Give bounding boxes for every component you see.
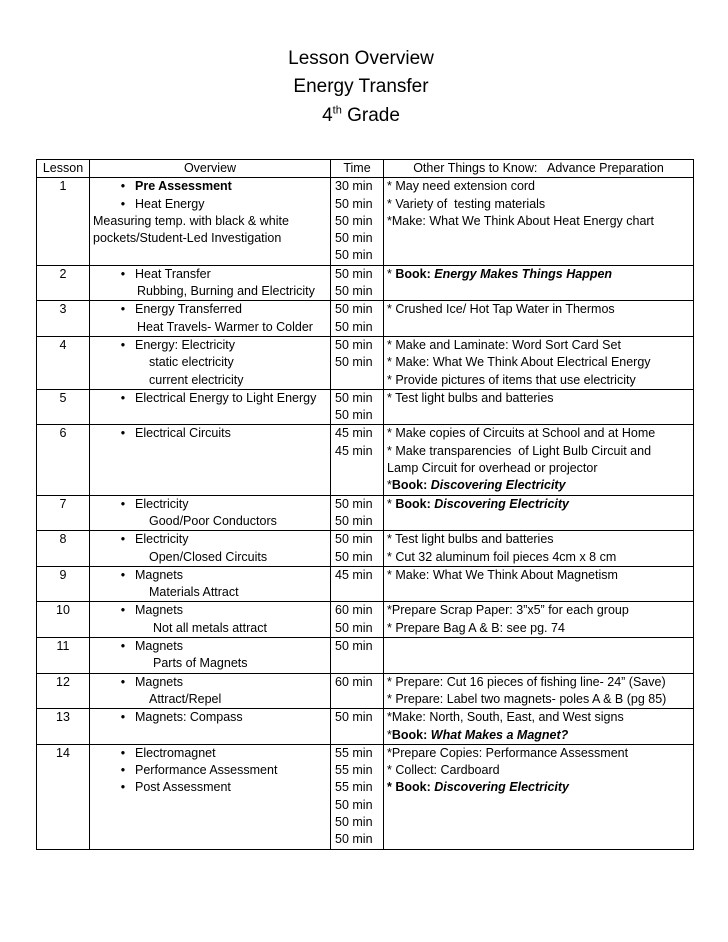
time-value: 50 min — [335, 302, 373, 317]
table-header-row — [37, 160, 694, 178]
note-line: * Crushed Ice/ Hot Tap Water in Thermos — [387, 302, 615, 317]
overview-cell — [90, 709, 331, 745]
table-body — [37, 178, 694, 849]
lesson-number: 12 — [37, 673, 90, 709]
bullet-icon: • — [120, 390, 126, 405]
bullet-icon: • — [120, 780, 126, 795]
time-cell — [331, 425, 384, 495]
time-value: 50 min — [335, 390, 373, 405]
time-value: 50 min — [335, 532, 373, 547]
time-value: 50 min — [335, 408, 373, 423]
book-label: Book: — [391, 478, 431, 493]
overview-line — [93, 709, 327, 726]
overview-line — [93, 602, 327, 619]
column-header-time: Time — [331, 160, 384, 178]
time-value: 50 min — [335, 549, 373, 564]
overview-cell — [90, 178, 331, 265]
book-label: Book: — [395, 496, 435, 511]
note-line: * May need extension cord — [387, 179, 536, 194]
time-value: 50 min — [335, 196, 373, 211]
bullet-icon: • — [120, 745, 126, 760]
overview-line — [93, 390, 327, 407]
overview-line: static electricity — [149, 355, 234, 370]
lesson-number: 9 — [37, 566, 90, 602]
time-cell — [331, 531, 384, 567]
overview-cell — [90, 638, 331, 674]
bullet-icon: • — [120, 196, 126, 211]
note-prefix: * — [387, 727, 392, 742]
lesson-number: 4 — [37, 336, 90, 389]
overview-line — [93, 196, 327, 213]
time-value: 50 min — [335, 513, 373, 528]
table-row — [37, 495, 694, 531]
table-row — [37, 673, 694, 709]
overview-cell — [90, 495, 331, 531]
bullet-icon: • — [120, 302, 126, 317]
overview-line: current electricity — [149, 372, 244, 387]
note-line: *Prepare Scrap Paper: 3”x5” for each group — [387, 603, 629, 618]
time-cell — [331, 744, 384, 849]
bullet-icon: • — [120, 266, 126, 281]
overview-text: Pre Assessment — [135, 179, 232, 194]
overview-line — [93, 337, 327, 354]
table-row — [37, 602, 694, 638]
overview-line: Materials Attract — [149, 585, 239, 600]
time-value: 55 min — [335, 763, 373, 778]
note-line: * Make: What We Think About Electrical Energy — [387, 355, 651, 370]
overview-line: Not all metals attract — [153, 620, 267, 635]
time-cell — [331, 301, 384, 337]
note-line — [387, 779, 690, 796]
time-value: 55 min — [335, 745, 373, 760]
overview-cell — [90, 744, 331, 849]
title-line-3 — [236, 104, 486, 128]
lesson-number: 7 — [37, 495, 90, 531]
lesson-number: 3 — [37, 301, 90, 337]
overview-cell — [90, 673, 331, 709]
time-value: 50 min — [335, 337, 373, 352]
bullet-icon: • — [120, 337, 126, 352]
note-line — [387, 477, 690, 494]
book-label: Book: — [395, 266, 435, 281]
note-line — [387, 496, 690, 513]
table-row — [37, 638, 694, 674]
overview-text: Heat Energy — [135, 196, 205, 211]
column-header-lesson: Lesson — [37, 160, 90, 178]
grade-number: 4 — [322, 105, 333, 126]
title-line-1: Lesson Overview — [288, 48, 434, 69]
bullet-icon: • — [120, 639, 126, 654]
time-cell — [331, 265, 384, 301]
bullet-icon: • — [120, 532, 126, 547]
table-row — [37, 178, 694, 265]
book-title: Discovering Electricity — [430, 478, 566, 493]
notes-cell — [384, 336, 694, 389]
note-prefix: * — [387, 266, 396, 281]
bullet-icon: • — [120, 674, 126, 689]
notes-cell — [384, 495, 694, 531]
overview-line — [93, 531, 327, 548]
lesson-number: 2 — [37, 265, 90, 301]
time-value: 60 min — [335, 603, 373, 618]
bullet-icon: • — [120, 567, 126, 582]
time-cell — [331, 602, 384, 638]
time-cell — [331, 673, 384, 709]
note-line: * Make copies of Circuits at School and at Home — [387, 426, 656, 441]
overview-line: Measuring temp. with black & white — [93, 213, 289, 228]
note-line: * Cut 32 aluminum foil pieces 4cm x 8 cm — [387, 549, 617, 564]
note-line: * Prepare: Label two magnets- poles A & B (pg 85) — [387, 691, 667, 706]
time-value: 50 min — [335, 319, 373, 334]
time-value: 30 min — [335, 179, 373, 194]
notes-cell — [384, 265, 694, 301]
lesson-number: 5 — [37, 389, 90, 425]
table-row — [37, 301, 694, 337]
note-line: * Make transparencies of Light Bulb Circuit and — [387, 443, 652, 458]
book-title: Discovering Electricity — [434, 496, 570, 511]
note-line: *Make: What We Think About Heat Energy chart — [387, 213, 655, 228]
bullet-icon: • — [120, 496, 126, 511]
notes-cell — [384, 389, 694, 425]
overview-line — [93, 745, 327, 762]
overview-cell — [90, 531, 331, 567]
time-cell — [331, 336, 384, 389]
overview-text: Heat Transfer — [135, 266, 211, 281]
overview-cell — [90, 301, 331, 337]
book-title: Discovering Electricity — [434, 780, 570, 795]
overview-line — [93, 425, 327, 442]
notes-cell — [384, 638, 694, 674]
lesson-number: 6 — [37, 425, 90, 495]
table-row — [37, 336, 694, 389]
note-line: * Prepare: Cut 16 pieces of fishing line- 24” (Save) — [387, 674, 666, 689]
overview-text: Magnets: Compass — [135, 710, 243, 725]
notes-cell — [384, 531, 694, 567]
lesson-number: 1 — [37, 178, 90, 265]
overview-line: Attract/Repel — [149, 691, 222, 706]
lesson-number: 11 — [37, 638, 90, 674]
overview-line — [93, 567, 327, 584]
time-cell — [331, 566, 384, 602]
time-value: 50 min — [335, 710, 373, 725]
note-prefix: * — [387, 780, 396, 795]
bullet-icon: • — [120, 426, 126, 441]
time-value: 60 min — [335, 674, 373, 689]
overview-line: pockets/Student-Led Investigation — [93, 231, 282, 246]
bullet-icon: • — [120, 710, 126, 725]
column-header-overview: Overview — [90, 160, 331, 178]
overview-line — [93, 301, 327, 318]
lesson-number: 13 — [37, 709, 90, 745]
overview-cell — [90, 265, 331, 301]
time-value: 50 min — [335, 814, 373, 829]
bullet-icon: • — [120, 763, 126, 778]
time-cell — [331, 638, 384, 674]
note-line: * Provide pictures of items that use electricity — [387, 372, 636, 387]
overview-text: Post Assessment — [135, 780, 231, 795]
overview-cell — [90, 566, 331, 602]
time-value: 50 min — [335, 620, 373, 635]
table-row — [37, 709, 694, 745]
overview-text: Magnets — [135, 674, 183, 689]
overview-line — [93, 762, 327, 779]
overview-line — [93, 496, 327, 513]
overview-line: Parts of Magnets — [153, 656, 248, 671]
overview-cell — [90, 336, 331, 389]
time-value: 50 min — [335, 213, 373, 228]
note-line: * Make and Laminate: Word Sort Card Set — [387, 337, 621, 352]
note-line: * Test light bulbs and batteries — [387, 390, 554, 405]
table-row — [37, 531, 694, 567]
note-line: * Test light bulbs and batteries — [387, 532, 554, 547]
table-row — [37, 744, 694, 849]
title-line-2: Energy Transfer — [293, 76, 429, 97]
note-line: *Prepare Copies: Performance Assessment — [387, 745, 629, 760]
time-value: 50 min — [335, 355, 373, 370]
lesson-number: 8 — [37, 531, 90, 567]
overview-line — [93, 779, 327, 796]
notes-cell — [384, 301, 694, 337]
bullet-icon: • — [120, 603, 126, 618]
time-value: 50 min — [335, 248, 373, 263]
overview-text: Performance Assessment — [135, 763, 278, 778]
overview-line: Good/Poor Conductors — [149, 513, 277, 528]
time-value: 50 min — [335, 284, 373, 299]
overview-text: Electrical Energy to Light Energy — [135, 390, 317, 405]
book-label: Book: — [391, 727, 431, 742]
overview-text: Electricity — [135, 532, 189, 547]
note-prefix: * — [387, 478, 392, 493]
note-line — [387, 266, 690, 283]
time-value: 50 min — [335, 266, 373, 281]
note-line: * Variety of testing materials — [387, 196, 546, 211]
lesson-table — [36, 159, 694, 850]
lesson-number: 14 — [37, 744, 90, 849]
table-row — [37, 566, 694, 602]
time-value: 50 min — [335, 231, 373, 246]
time-cell — [331, 709, 384, 745]
grade-label: Grade — [341, 105, 400, 126]
time-value: 45 min — [335, 443, 373, 458]
overview-text: Energy: Electricity — [135, 337, 236, 352]
book-title: Energy Makes Things Happen — [434, 266, 613, 281]
notes-cell — [384, 566, 694, 602]
overview-text: Electrical Circuits — [135, 426, 231, 441]
note-line: *Make: North, South, East, and West signs — [387, 710, 624, 725]
overview-text: Energy Transferred — [135, 302, 242, 317]
overview-text: Magnets — [135, 567, 183, 582]
time-value: 50 min — [335, 496, 373, 511]
book-label: Book: — [395, 780, 435, 795]
bullet-icon: • — [120, 179, 126, 194]
time-cell — [331, 178, 384, 265]
time-cell — [331, 389, 384, 425]
notes-cell — [384, 425, 694, 495]
overview-text: Magnets — [135, 603, 183, 618]
notes-cell — [384, 709, 694, 745]
note-prefix: * — [387, 496, 396, 511]
note-line: * Make: What We Think About Magnetism — [387, 567, 618, 582]
note-line: * Prepare Bag A & B: see pg. 74 — [387, 620, 565, 635]
time-value: 50 min — [335, 832, 373, 847]
notes-cell — [384, 178, 694, 265]
notes-cell — [384, 602, 694, 638]
notes-cell — [384, 744, 694, 849]
time-value: 45 min — [335, 426, 373, 441]
book-title: What Makes a Magnet? — [430, 727, 569, 742]
overview-line — [93, 178, 327, 195]
overview-cell — [90, 602, 331, 638]
overview-line: Open/Closed Circuits — [149, 549, 268, 564]
time-cell — [331, 495, 384, 531]
overview-line — [93, 638, 327, 655]
grade-suffix: th — [332, 104, 342, 117]
time-value: 45 min — [335, 567, 373, 582]
lesson-number: 10 — [37, 602, 90, 638]
table-row — [37, 389, 694, 425]
overview-line: Heat Travels- Warmer to Colder — [137, 319, 313, 334]
overview-cell — [90, 389, 331, 425]
overview-line — [93, 266, 327, 283]
overview-text: Magnets — [135, 639, 183, 654]
table-row — [37, 425, 694, 495]
note-line: Lamp Circuit for overhead or projector — [387, 461, 598, 476]
overview-cell — [90, 425, 331, 495]
time-value: 50 min — [335, 639, 373, 654]
notes-cell — [384, 673, 694, 709]
note-line: * Collect: Cardboard — [387, 763, 500, 778]
overview-text: Electromagnet — [135, 745, 216, 760]
time-value: 50 min — [335, 797, 373, 812]
time-value: 55 min — [335, 780, 373, 795]
overview-line: Rubbing, Burning and Electricity — [137, 284, 315, 299]
overview-line — [93, 674, 327, 691]
column-header-notes: Other Things to Know: Advance Preparation — [384, 160, 694, 178]
overview-text: Electricity — [135, 496, 189, 511]
table-row — [37, 265, 694, 301]
note-line — [387, 727, 690, 744]
